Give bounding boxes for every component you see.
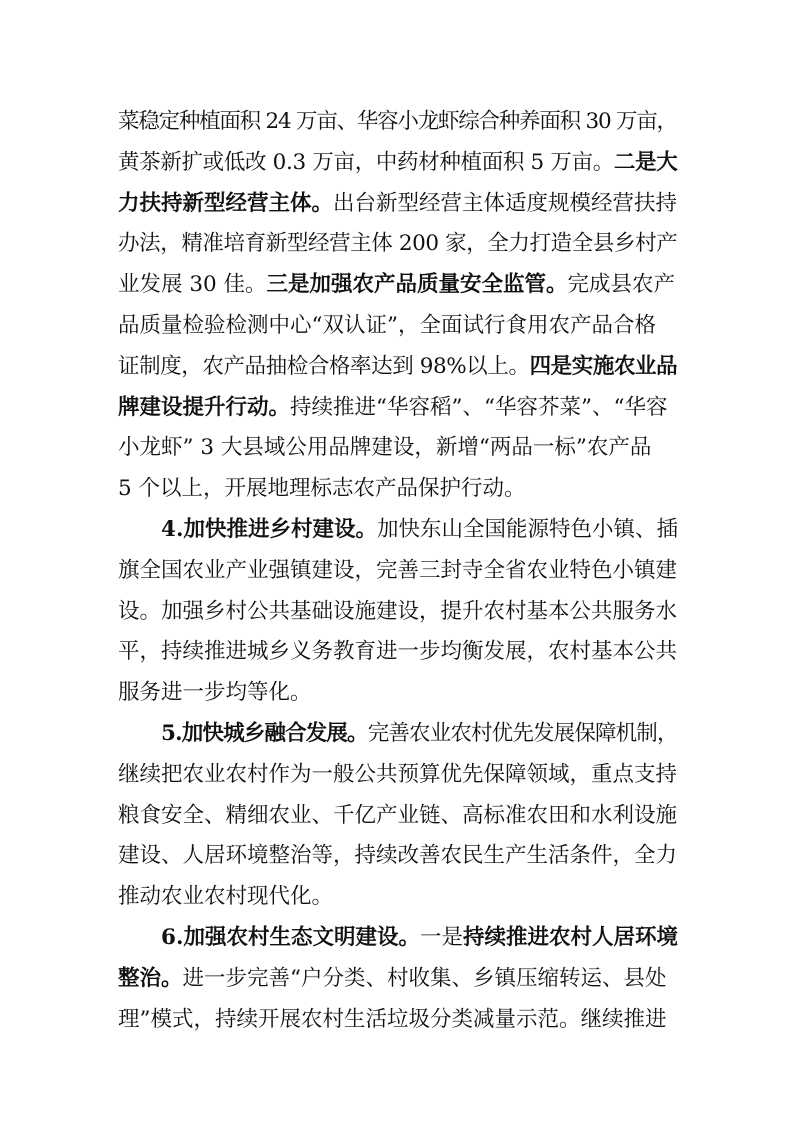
body-text: 出台新型经营主体适度规模经营扶持 (333, 190, 678, 216)
bold-heading-text: 6.加强农村生态文明建设。 (161, 924, 420, 950)
text-line (118, 306, 678, 347)
body-text: 平，持续推进城乡义务教育进一步均衡发展，农村基本公共 (118, 639, 678, 665)
bold-heading-text: 四是实施农业品 (529, 353, 678, 379)
body-text: 品质量检验检测中心“双认证”，全面试行食用农产品合格 (118, 312, 656, 338)
bold-heading-text: 二是大 (613, 149, 678, 175)
text-line (118, 143, 678, 184)
bold-heading-text: 持续推进农村人居环境 (462, 924, 678, 950)
text-line (118, 265, 678, 306)
bold-heading-text: 三是加强农产品质量安全监管。 (266, 272, 568, 298)
text-line (118, 959, 678, 1000)
body-text: 黄茶新扩或低改 0.3 万亩，中药材种植面积 5 万亩。 (118, 149, 614, 175)
text-line (118, 1000, 678, 1041)
text-line (118, 469, 678, 510)
text-line (118, 796, 678, 837)
text-line (118, 632, 678, 673)
bold-heading-text: 力扶持新型经营主体。 (118, 190, 334, 216)
body-text: 设。加强乡村公共基础设施建设，提升农村基本公共服务水 (118, 598, 678, 624)
text-line (118, 102, 678, 143)
text-line (118, 224, 678, 265)
paragraph-first-line (118, 510, 678, 551)
text-line (118, 347, 678, 388)
paragraph-first-line (118, 918, 678, 959)
body-text: 5 个以上，开展地理标志农产品保护行动。 (118, 476, 526, 502)
body-text: 一是 (419, 924, 463, 950)
body-text: 理”模式，持续开展农村生活垃圾分类减量示范。继续推进 (118, 1006, 667, 1032)
body-text: 证制度，农产品抽检合格率达到 98%以上。 (118, 353, 530, 379)
body-text: 推动农业农村现代化。 (118, 884, 334, 910)
text-line (118, 388, 678, 429)
body-text: 完成县农产 (567, 272, 676, 298)
body-text: 旗全国农业产业强镇建设，完善三封寺全省农业特色小镇建 (118, 557, 678, 583)
body-text: 服务进一步均等化。 (118, 680, 312, 706)
body-text: 业发展 30 佳。 (118, 272, 267, 298)
bold-heading-text: 整治。 (118, 965, 183, 991)
body-text: 办法，精准培育新型经营主体 200 家，全力打造全县乡村产 (118, 231, 678, 257)
body-text: 粮食安全、精细农业、千亿产业链、高标准农田和水利设施 (118, 802, 678, 828)
text-line (118, 551, 678, 592)
text-line (118, 836, 678, 877)
body-text: 小龙虾” 3 大县域公用品牌建设，新增“两品一标”农产品 (118, 435, 652, 461)
text-line (118, 592, 678, 633)
text-line (118, 755, 678, 796)
body-text: 加快东山全国能源特色小镇、插 (376, 516, 678, 542)
bold-heading-text: 5.加快城乡融合发展。 (161, 720, 368, 746)
body-text: 进一步完善“户分类、村收集、乡镇压缩转运、县处 (182, 965, 667, 991)
body-text: 菜稳定种植面积 24 万亩、华容小龙虾综合种养面积 30 万亩， (118, 109, 677, 134)
text-line (118, 428, 678, 469)
body-text: 持续推进“华容稻”、“华容芥菜”、“华容 (290, 394, 668, 420)
text-line (118, 877, 678, 918)
paragraph-first-line (118, 714, 678, 755)
document-body (118, 102, 678, 1040)
text-line (118, 184, 678, 225)
body-text: 完善农业农村优先发展保障机制， (367, 720, 678, 746)
bold-heading-text: 牌建设提升行动。 (118, 394, 291, 420)
body-text: 建设、人居环境整治等，持续改善农民生产生活条件，全力 (118, 843, 678, 869)
body-text: 继续把农业农村作为一般公共预算优先保障领域，重点支持 (118, 761, 678, 787)
bold-heading-text: 4.加快推进乡村建设。 (161, 516, 377, 542)
text-line (118, 673, 678, 714)
